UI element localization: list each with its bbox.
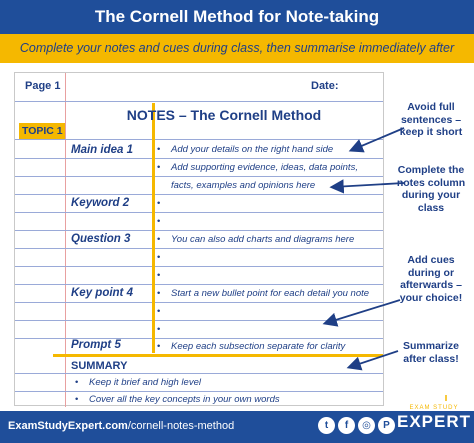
arrow-to-summary [350,351,398,367]
summary-text: Cover all the key concepts in your own words [89,394,280,405]
logo-big-text: EXPERT [396,412,472,431]
note-text: You can also add charts and diagrams here [171,234,355,245]
bullet-glyph: • [75,394,79,405]
note-text: Add supporting evidence, ideas, data points, [171,162,358,173]
pinterest-icon[interactable]: P [378,417,395,434]
footer-url[interactable] [8,420,234,432]
summary-text: Keep it brief and high level [89,377,201,388]
graduation-cap-icon [419,386,449,406]
arrow-to-cue [352,128,404,150]
annotation-cues: Add cues during or afterwards – your choice! [399,254,463,304]
bullet-glyph: • [75,377,79,388]
instagram-icon[interactable]: ◎ [358,417,375,434]
twitter-icon[interactable]: t [318,417,335,434]
logo-small-text: EXAM STUDY [409,405,459,411]
date-label: Date: [311,80,339,92]
cue-question: Question 3 [71,233,131,245]
cue-key-point: Key point 4 [71,287,133,299]
arrow-to-notes [333,183,404,187]
bullet-glyph: • [157,162,161,173]
annotation-summary: Summarize after class! [402,340,460,365]
cue-prompt: Prompt 5 [71,339,121,351]
url-domain: ExamStudyExpert.com [8,420,128,432]
summary-heading: SUMMARY [71,360,128,372]
bullet-glyph: • [157,144,161,155]
page-number: Page 1 [25,80,61,92]
bullet-glyph: • [157,324,161,335]
notes-heading: NOTES – The Cornell Method [126,107,322,123]
annotation-short: Avoid full sentences – keep it short [399,101,463,138]
note-text: Start a new bullet point for each detail you note [171,288,370,299]
topic-label: TOPIC 1 [19,123,65,139]
facebook-icon[interactable]: f [338,417,355,434]
bullet-glyph: • [157,306,161,317]
note-text: Keep each subsection separate for clarity [171,341,346,352]
subtitle-banner: Complete your notes and cues during class, then summarise immediately after [0,34,474,63]
cue-main-idea: Main idea 1 [71,144,133,156]
cue-keyword: Keyword 2 [71,197,130,209]
brand-logo [395,386,473,442]
bullet-glyph: • [157,234,161,245]
url-path: /cornell-notes-method [127,420,235,432]
bullet-glyph: • [157,288,161,299]
note-text: Add your details on the right hand side [171,144,334,155]
page-title: The Cornell Method for Note-taking [94,7,380,26]
note-text: facts, examples and opinions here [171,180,316,191]
bullet-glyph: • [157,216,161,227]
annotation-notes: Complete the notes column during your class [396,164,466,214]
arrow-to-prompt [326,300,400,323]
bullet-glyph: • [157,252,161,263]
bullet-glyph: • [157,198,161,209]
bullet-glyph: • [157,341,161,352]
bullet-glyph: • [157,270,161,281]
